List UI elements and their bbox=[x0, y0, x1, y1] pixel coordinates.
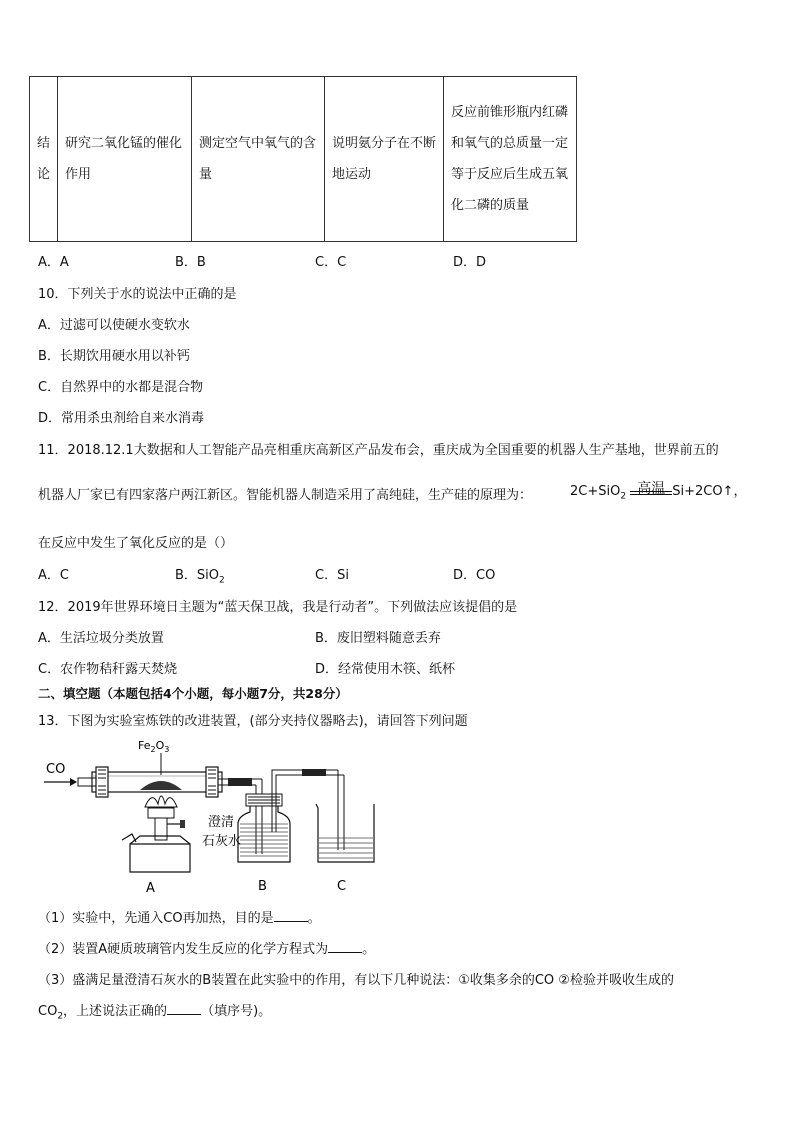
q11-line1: 11．2018.12.1大数据和人工智能产品亮相重庆高新区产品发布会，重庆成为全国重要的机器人生产基地，世界前五的 bbox=[38, 443, 719, 458]
co2-sub: 2 bbox=[57, 1011, 64, 1022]
q13-sub1 bbox=[38, 907, 321, 926]
q9-option-b: B．B bbox=[175, 255, 206, 270]
flame bbox=[145, 796, 177, 807]
alcohol-lamp-body bbox=[130, 844, 190, 872]
q10-option: D．常用杀虫剂给自来水消毒 bbox=[38, 411, 205, 426]
row-label-char: 结 bbox=[37, 136, 51, 151]
equation-sub: 2 bbox=[620, 491, 627, 502]
q12-stem: 12．2019年世界环境日主题为“蓝天保卫战，我是行动者”。下列做法应该提倡的是 bbox=[38, 600, 518, 615]
q12-option: B．废旧塑料随意丢弃 bbox=[315, 631, 441, 646]
table-cell bbox=[58, 77, 192, 242]
table-cell-text: 研究二氧化锰的催化作用 bbox=[65, 136, 183, 182]
label-b: B bbox=[258, 879, 267, 894]
q11-option-b-text: B．SiO bbox=[175, 568, 220, 583]
q11-option-b bbox=[175, 564, 225, 586]
answer-blank[interactable] bbox=[274, 910, 308, 922]
q10-option: C．自然界中的水都是混合物 bbox=[38, 380, 204, 395]
q10-stem: 10．下列关于水的说法中正确的是 bbox=[38, 287, 237, 302]
table-cell-text: 反应前锥形瓶内红磷和氧气的总质量一定等于反应后生成五氧化二磷的质量 bbox=[451, 105, 569, 213]
q13-sub1-end: 。 bbox=[307, 911, 321, 926]
q12-option: D．经常使用木筷、纸杯 bbox=[315, 662, 456, 677]
q13-sub3-line2 bbox=[38, 1000, 271, 1022]
lamp-knob bbox=[180, 820, 185, 828]
q12-option: C．农作物秸秆露天焚烧 bbox=[38, 662, 178, 677]
table-row-label bbox=[30, 77, 58, 242]
left-stopper bbox=[96, 767, 108, 797]
table-cell bbox=[192, 77, 325, 242]
fe2o3-powder bbox=[140, 781, 182, 790]
lamp-top bbox=[148, 808, 174, 818]
beaker-liquid-lines bbox=[319, 838, 373, 858]
label-a: A bbox=[146, 881, 155, 896]
q13-sub2 bbox=[38, 938, 375, 957]
lamp-neck bbox=[155, 818, 167, 840]
rubber-tube-2 bbox=[302, 769, 326, 776]
q11-option-b-sub: 2 bbox=[219, 575, 225, 586]
q13-sub3-line1: （3）盛满足量澄清石灰水的B装置在此实验中的作用，有以下几种说法：①收集多余的CO ②检验并吸收生成的 bbox=[38, 973, 674, 988]
apparatus-diagram bbox=[40, 732, 380, 902]
answer-blank[interactable] bbox=[167, 1003, 201, 1015]
table-cell bbox=[325, 77, 444, 242]
q11-line3: 在反应中发生了氧化反应的是（） bbox=[38, 536, 234, 551]
section-heading: 二、填空题（本题包括4个小题，每小题7分，共28分） bbox=[38, 686, 348, 701]
table-cell-text: 说明氨分子在不断地运动 bbox=[332, 136, 437, 182]
inlet-arrow-head bbox=[70, 778, 77, 786]
limewater-lines bbox=[240, 824, 288, 856]
equation-left: 2C+SiO bbox=[570, 484, 621, 499]
q9-option-a: A．A bbox=[38, 255, 69, 270]
bottle-b bbox=[238, 806, 290, 862]
rubber-tube-1 bbox=[228, 778, 252, 786]
co2-text: CO bbox=[38, 1004, 58, 1019]
table-row bbox=[30, 77, 577, 242]
q11-option-d: D．CO bbox=[453, 568, 496, 583]
co-label: CO bbox=[46, 762, 66, 777]
q13-sub1-text: （1）实验中，先通入CO再加热，目的是 bbox=[38, 911, 274, 926]
q11-line2: 机器人厂家已有四家落户两江新区。智能机器人制造采用了高纯硅，生产硅的原理为： bbox=[38, 488, 533, 503]
q13-sub2-text: （2）装置A硬质玻璃管内发生反应的化学方程式为 bbox=[38, 942, 329, 957]
q13-sub2-end: 。 bbox=[362, 942, 376, 957]
label-c: C bbox=[337, 879, 347, 894]
table-cell-text: 测定空气中氧气的含量 bbox=[199, 136, 317, 182]
answer-blank[interactable] bbox=[328, 941, 362, 953]
q9-option-d: D．D bbox=[453, 255, 487, 270]
equation-right: Si+2CO↑， bbox=[672, 484, 747, 499]
q9-option-c: C．C bbox=[315, 255, 347, 270]
equation-arrow bbox=[630, 481, 672, 497]
inlet-tube bbox=[78, 778, 96, 786]
q11-option-a: A．C bbox=[38, 568, 69, 583]
q11-option-c: C．Si bbox=[315, 568, 349, 583]
fe2o3-label: $Fe_2O_3$ bbox=[138, 739, 170, 754]
equation-condition: 高温 bbox=[637, 481, 666, 497]
q13-sub3-text: ，上述说法正确的 bbox=[63, 1004, 168, 1019]
q12-option: A．生活垃圾分类放置 bbox=[38, 631, 164, 646]
q13-stem: 13．下图为实验室炼铁的改进装置，(部分夹持仪器略去)，请回答下列问题 bbox=[38, 714, 468, 729]
right-stopper bbox=[206, 767, 218, 797]
reaction-equation bbox=[570, 480, 746, 502]
limewater-label-2: 石灰水 bbox=[202, 834, 242, 849]
conclusion-table bbox=[29, 76, 577, 242]
q10-option: A．过滤可以使硬水变软水 bbox=[38, 318, 190, 333]
table-cell bbox=[444, 77, 577, 242]
q13-sub3-end: （填序号)。 bbox=[201, 1004, 272, 1019]
row-label-char: 论 bbox=[37, 167, 51, 182]
limewater-label-1: 澄清 bbox=[208, 815, 235, 830]
q10-option: B．长期饮用硬水用以补钙 bbox=[38, 349, 190, 364]
